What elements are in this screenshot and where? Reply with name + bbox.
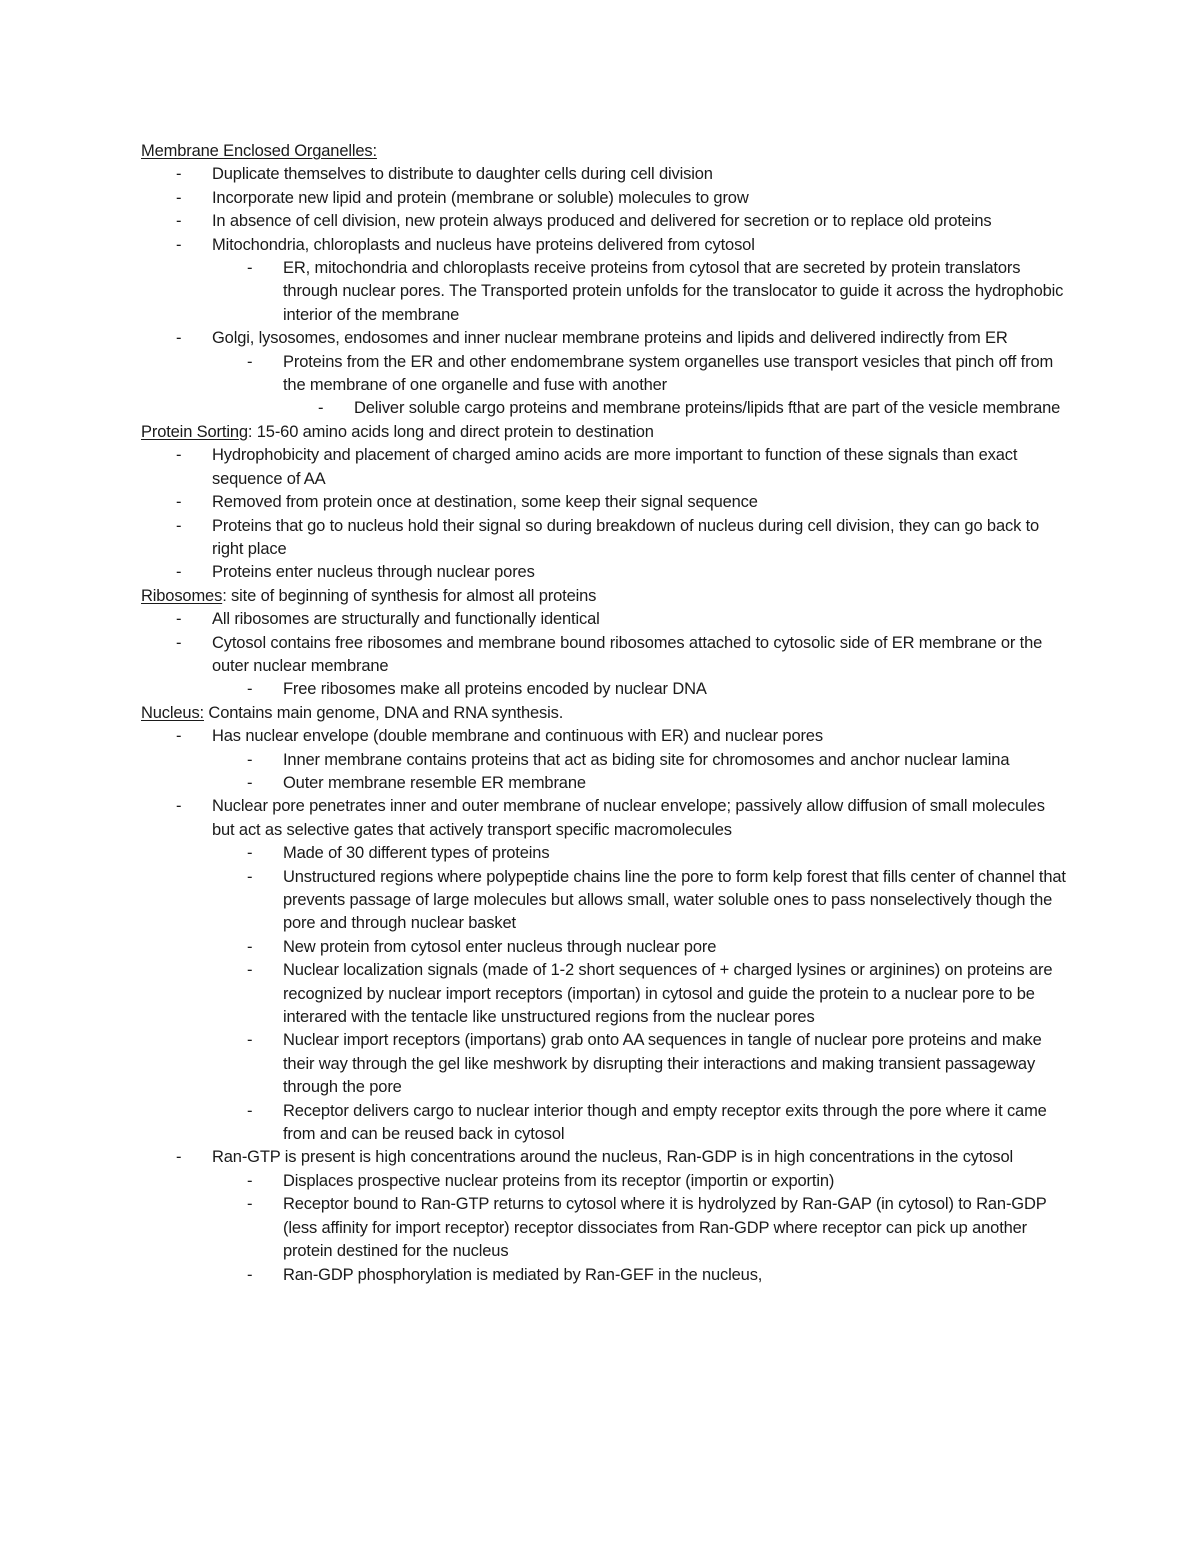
- sub-bullet-list: [141, 1170, 1071, 1287]
- sub-bullet-list: [141, 257, 1071, 327]
- list-item-text: Displaces prospective nuclear proteins from its receptor (importin or exportin): [283, 1171, 835, 1190]
- list-item: - Mitochondria, chloroplasts and nucleus have proteins delivered from cytosol: [176, 235, 755, 254]
- list-item-text: Unstructured regions where polypeptide chains line the pore to form kelp forest that fills center of channel that prevents passage of large molecules but allows small, water soluble ones to pass nonselectively though the pore and through nuclear basket: [283, 867, 1066, 933]
- section-heading: Ribosomes: [141, 586, 223, 605]
- list-item-text: Golgi, lysosomes, endosomes and inner nuclear membrane proteins and lipids and delivered indirectly from ER: [212, 329, 1008, 348]
- list-item-text: Removed from protein once at destination, some keep their signal sequence: [212, 493, 758, 512]
- list-item-text: All ribosomes are structurally and functionally identical: [212, 610, 600, 629]
- list-item: - Proteins from the ER and other endomembrane system organelles use transport vesicles that pinch off from the membrane of one organelle and fuse with another: [247, 352, 1054, 395]
- list-item-text: Ran-GDP phosphorylation is mediated by Ran-GEF in the nucleus,: [283, 1265, 763, 1284]
- bullet-list: [141, 163, 1071, 257]
- list-item-text: Proteins that go to nucleus hold their signal so during breakdown of nucleus during cell division, they can go back to right place: [212, 516, 1040, 558]
- section-description: Contains main genome, DNA and RNA synthesis.: [204, 703, 564, 722]
- sub-sub-bullet-list: [141, 397, 1071, 420]
- section-protein-sorting: [141, 421, 1071, 585]
- list-item: - Nuclear import receptors (importans) grab onto AA sequences in tangle of nuclear pore proteins and make their way through the gel like meshwork by disrupting their interactions and making transient passageway through the pore: [247, 1031, 1042, 1097]
- bullet-list: [141, 795, 1071, 842]
- list-item-text: Hydrophobicity and placement of charged amino acids are more important to function of these signals than exact sequence of AA: [212, 446, 1018, 488]
- list-item-text: Deliver soluble cargo proteins and membrane proteins/lipids fthat are part of the vesicle membrane: [354, 399, 1061, 418]
- list-item: - Deliver soluble cargo proteins and membrane proteins/lipids fthat are part of the vesicle membrane: [318, 399, 1061, 418]
- document-body: [141, 140, 1071, 1287]
- list-item-text: Mitochondria, chloroplasts and nucleus have proteins delivered from cytosol: [212, 235, 755, 254]
- bullet-list: [141, 327, 1071, 350]
- list-item-text: Cytosol contains free ribosomes and membrane bound ribosomes attached to cytosolic side of ER membrane or the outer nuclear membrane: [212, 633, 1043, 675]
- list-item: - In absence of cell division, new protein always produced and delivered for secretion or to replace old proteins: [176, 212, 992, 231]
- bullet-list: [141, 725, 1071, 748]
- bullet-list: [141, 1146, 1071, 1169]
- section-description: : site of beginning of synthesis for almost all proteins: [222, 586, 597, 605]
- sub-bullet-list: [141, 351, 1071, 398]
- list-item-text: Nuclear import receptors (importans) grab onto AA sequences in tangle of nuclear pore proteins and make their way through the gel like meshwork by disrupting their interactions and making transient passageway through the pore: [283, 1031, 1042, 1097]
- list-item-text: Inner membrane contains proteins that act as biding site for chromosomes and anchor nuclear lamina: [283, 750, 1010, 769]
- section-nucleus: [141, 702, 1071, 1287]
- section-heading: Nucleus:: [141, 703, 204, 722]
- section-ribosomes: [141, 585, 1071, 702]
- list-item: - Nuclear pore penetrates inner and outer membrane of nuclear envelope; passively allow diffusion of small molecules but act as selective gates that actively transport specific macromolecules: [176, 797, 1045, 839]
- section-heading-line: [141, 702, 1071, 725]
- list-item-text: Proteins from the ER and other endomembrane system organelles use transport vesicles that pinch off from the membrane of one organelle and fuse with another: [283, 352, 1054, 395]
- list-item: - Nuclear localization signals (made of 1-2 short sequences of + charged lysines or arginines) on proteins are recognized by nuclear import receptors (importan) in cytosol and guide the protein to a nuclear pore to be interared with the tentacle like unstructured regions from the nuclear pores: [247, 961, 1053, 1027]
- section-heading-line: [141, 140, 1071, 163]
- section-heading-line: [141, 585, 1071, 608]
- list-item: - Cytosol contains free ribosomes and membrane bound ribosomes attached to cytosolic side of ER membrane or the outer nuclear membrane: [176, 633, 1043, 675]
- list-item: - Golgi, lysosomes, endosomes and inner nuclear membrane proteins and lipids and delivered indirectly from ER: [176, 329, 1008, 348]
- list-item: - Duplicate themselves to distribute to daughter cells during cell division: [176, 165, 713, 184]
- list-item-text: ER, mitochondria and chloroplasts receive proteins from cytosol that are secreted by protein translators through nuclear pores. The Transported protein unfolds for the translocator to guide it across the hydrophobic interior of the membrane: [283, 259, 1064, 324]
- list-item: - Ran-GDP phosphorylation is mediated by Ran-GEF in the nucleus,: [247, 1265, 763, 1284]
- list-item-text: Outer membrane resemble ER membrane: [283, 773, 586, 792]
- section-heading: Membrane Enclosed Organelles:: [141, 142, 377, 160]
- list-item-text: In absence of cell division, new protein always produced and delivered for secretion or to replace old proteins: [212, 212, 992, 231]
- list-item-text: Has nuclear envelope (double membrane and continuous with ER) and nuclear pores: [212, 727, 823, 746]
- list-item: - Proteins enter nucleus through nuclear pores: [176, 563, 535, 582]
- bullet-list: [141, 444, 1071, 584]
- list-item: - Receptor delivers cargo to nuclear interior though and empty receptor exits through the pore where it came from and can be reused back in cytosol: [247, 1101, 1047, 1144]
- list-item: - Has nuclear envelope (double membrane and continuous with ER) and nuclear pores: [176, 727, 823, 746]
- list-item: - Removed from protein once at destination, some keep their signal sequence: [176, 493, 758, 512]
- list-item: - Hydrophobicity and placement of charged amino acids are more important to function of these signals than exact sequence of AA: [176, 446, 1018, 488]
- list-item: - Unstructured regions where polypeptide chains line the pore to form kelp forest that fills center of channel that prevents passage of large molecules but allows small, water soluble ones to pass nonselectively though the pore and through nuclear basket: [247, 867, 1066, 933]
- list-item: - Receptor bound to Ran-GTP returns to cytosol where it is hydrolyzed by Ran-GAP (in cytosol) to Ran-GDP (less affinity for import receptor) receptor dissociates from Ran-GDP where receptor can pick up another protein destined for the nucleus: [247, 1195, 1047, 1261]
- section-heading: Protein Sorting: [141, 422, 248, 441]
- list-item: - Proteins that go to nucleus hold their signal so during breakdown of nucleus during cell division, they can go back to right place: [176, 516, 1040, 558]
- list-item-text: Made of 30 different types of proteins: [283, 844, 550, 863]
- list-item-text: Proteins enter nucleus through nuclear pores: [212, 563, 535, 582]
- sub-bullet-list: [141, 678, 1071, 701]
- list-item-text: Receptor bound to Ran-GTP returns to cytosol where it is hydrolyzed by Ran-GAP (in cytosol) to Ran-GDP (less affinity for import receptor) receptor dissociates from Ran-GDP where receptor can pick up another protein destined for the nucleus: [283, 1195, 1047, 1261]
- list-item: - Outer membrane resemble ER membrane: [247, 773, 586, 792]
- list-item: - Inner membrane contains proteins that act as biding site for chromosomes and anchor nuclear lamina: [247, 750, 1010, 769]
- section-membrane-enclosed-organelles: [141, 140, 1071, 421]
- list-item: - New protein from cytosol enter nucleus through nuclear pore: [247, 937, 717, 956]
- list-item-text: Ran-GTP is present is high concentrations around the nucleus, Ran-GDP is in high concentrations in the cytosol: [212, 1148, 1013, 1167]
- list-item-text: Nuclear localization signals (made of 1-2 short sequences of + charged lysines or arginines) on proteins are recognized by nuclear import receptors (importan) in cytosol and guide the protein to a nuclear pore to be interared with the tentacle like unstructured regions from the nuclear pores: [283, 961, 1053, 1027]
- section-description: : 15-60 amino acids long and direct protein to destination: [247, 422, 654, 441]
- list-item: - Made of 30 different types of proteins: [247, 844, 550, 863]
- list-item-text: Duplicate themselves to distribute to daughter cells during cell division: [212, 165, 713, 184]
- list-item: - ER, mitochondria and chloroplasts receive proteins from cytosol that are secreted by protein translators through nuclear pores. The Transported protein unfolds for the translocator to guide it across the hydrophobic interior of the membrane: [247, 259, 1064, 324]
- section-heading-line: [141, 421, 1071, 444]
- sub-bullet-list: [141, 842, 1071, 1146]
- list-item: - Ran-GTP is present is high concentrations around the nucleus, Ran-GDP is in high concentrations in the cytosol: [176, 1148, 1013, 1167]
- list-item: - All ribosomes are structurally and functionally identical: [176, 610, 600, 629]
- list-item: - Free ribosomes make all proteins encoded by nuclear DNA: [247, 680, 707, 699]
- list-item-text: Incorporate new lipid and protein (membrane or soluble) molecules to grow: [212, 188, 749, 207]
- list-item: - Displaces prospective nuclear proteins from its receptor (importin or exportin): [247, 1171, 835, 1190]
- list-item-text: New protein from cytosol enter nucleus through nuclear pore: [283, 937, 717, 956]
- list-item-text: Receptor delivers cargo to nuclear interior though and empty receptor exits through the pore where it came from and can be reused back in cytosol: [283, 1101, 1047, 1144]
- list-item-text: Nuclear pore penetrates inner and outer membrane of nuclear envelope; passively allow diffusion of small molecules but act as selective gates that actively transport specific macromolecules: [212, 797, 1045, 839]
- bullet-list: [141, 608, 1071, 678]
- list-item: - Incorporate new lipid and protein (membrane or soluble) molecules to grow: [176, 188, 749, 207]
- sub-bullet-list: [141, 749, 1071, 796]
- list-item-text: Free ribosomes make all proteins encoded by nuclear DNA: [283, 680, 707, 699]
